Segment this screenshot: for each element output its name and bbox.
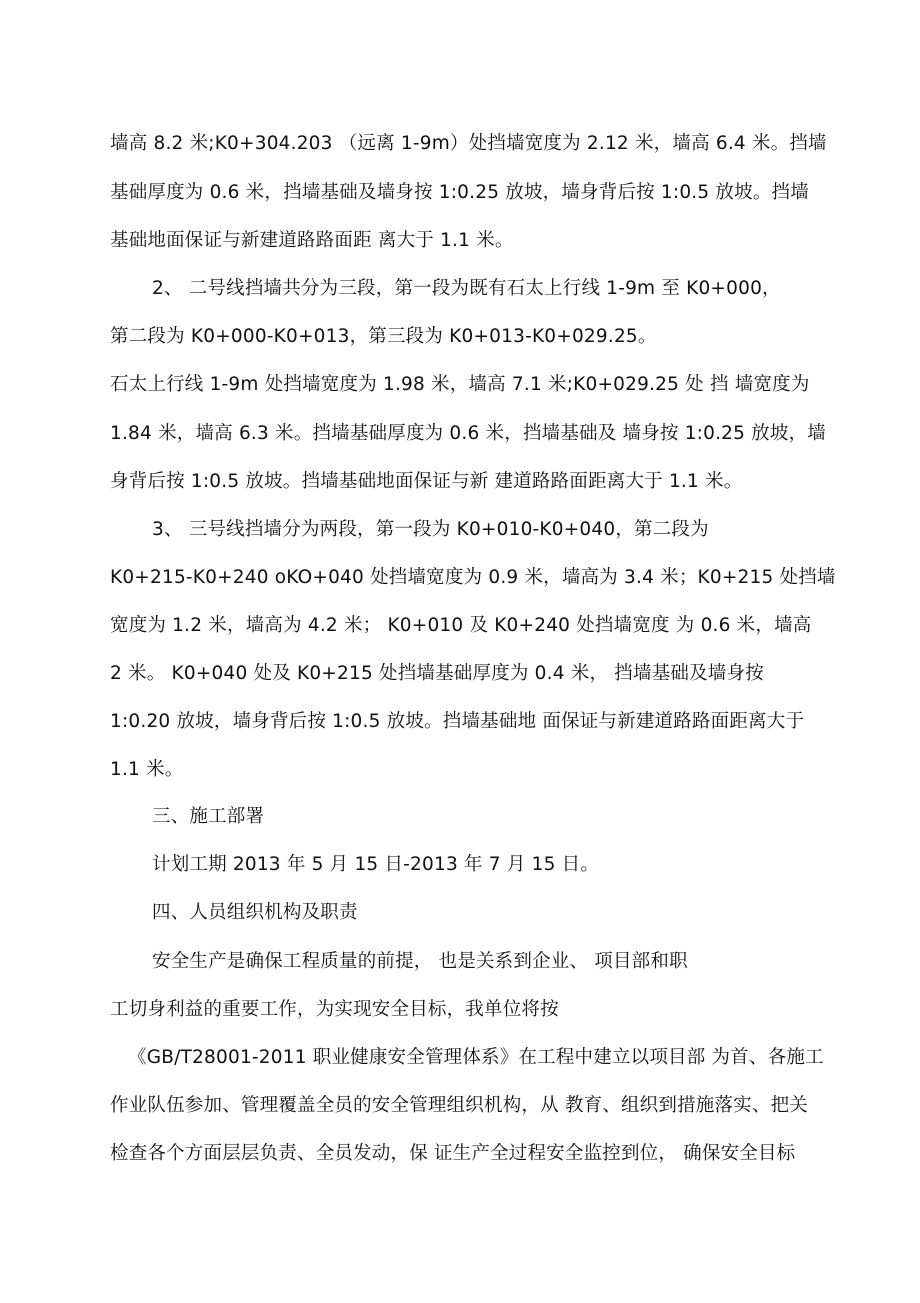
paragraph-4-line-4: 作业队伍参加、管理覆盖全员的安全管理组织机构，从 教育、组织到措施落实、把关 (110, 1095, 808, 1116)
paragraph-2-line-4: 1.84 米，墙高 6.3 米。挡墙基础厚度为 0.6 米，挡墙基础及 墙身按 1:0.25 放坡，墙 (110, 423, 826, 444)
paragraph-3-line-6: 1.1 米。 (110, 759, 184, 780)
section-heading-construction-deployment: 三、施工部署 (152, 806, 265, 827)
paragraph-4-line-1: 安全生产是确保工程质量的前提， 也是关系到企业、 项目部和职 (152, 951, 688, 972)
paragraph-2-line-1: 2、 二号线挡墙共分为三段，第一段为既有石太上行线 1-9m 至 K0+000， (152, 278, 781, 299)
schedule-text: 计划工期 2013 年 5 月 15 日-2013 年 7 月 15 日。 (152, 854, 600, 875)
paragraph-4-line-3: 《GB/T28001-2011 职业健康安全管理体系》在工程中建立以项目部 为首、各施工 (128, 1047, 824, 1068)
paragraph-3-line-3: 宽度为 1.2 米，墙高为 4.2 米； K0+010 及 K0+240 处挡墙宽度 为 0.6 米，墙高 (110, 615, 812, 636)
paragraph-2-line-5: 身背后按 1:0.5 放坡。挡墙基础地面保证与新 建道路路面距离大于 1.1 米。 (110, 471, 743, 492)
paragraph-3-line-1: 3、 三号线挡墙分为两段，第一段为 K0+010-K0+040，第二段为 (152, 519, 709, 540)
paragraph-3-line-4: 2 米。 K0+040 处及 K0+215 处挡墙基础厚度为 0.4 米， 挡墙基础及墙身按 (110, 663, 764, 684)
paragraph-1-line-2: 基础厚度为 0.6 米，挡墙基础及墙身按 1:0.25 放坡，墙身背后按 1:0.5 放坡。挡墙 (110, 182, 809, 203)
paragraph-2-line-2: 第二段为 K0+000-K0+013，第三段为 K0+013-K0+029.25。 (110, 326, 657, 347)
section-heading-personnel-organization: 四、人员组织机构及职责 (152, 902, 358, 923)
paragraph-1-line-3: 基础地面保证与新建道路路面距 离大于 1.1 米。 (110, 230, 514, 251)
paragraph-3-line-5: 1:0.20 放坡，墙身背后按 1:0.5 放坡。挡墙基础地 面保证与新建道路路面距离大于 (110, 711, 805, 732)
paragraph-1-line-1: 墙高 8.2 米;K0+304.203 （远离 1-9m）处挡墙宽度为 2.12 米，墙高 6.4 米。挡墙 (110, 133, 827, 154)
paragraph-3-line-2: K0+215-K0+240 oKO+040 处挡墙宽度为 0.9 米，墙高为 3.4 米；K0+215 处挡墙 (110, 567, 836, 588)
paragraph-4-line-2: 工切身利益的重要工作，为实现安全目标，我单位将按 (110, 999, 559, 1020)
paragraph-4-line-5: 检查各个方面层层负责、全员发动，保 证生产全过程安全监控到位， 确保安全目标 (110, 1143, 796, 1164)
paragraph-2-line-3: 石太上行线 1-9m 处挡墙宽度为 1.98 米，墙高 7.1 米;K0+029.25 处 挡 墙宽度为 (110, 374, 810, 395)
